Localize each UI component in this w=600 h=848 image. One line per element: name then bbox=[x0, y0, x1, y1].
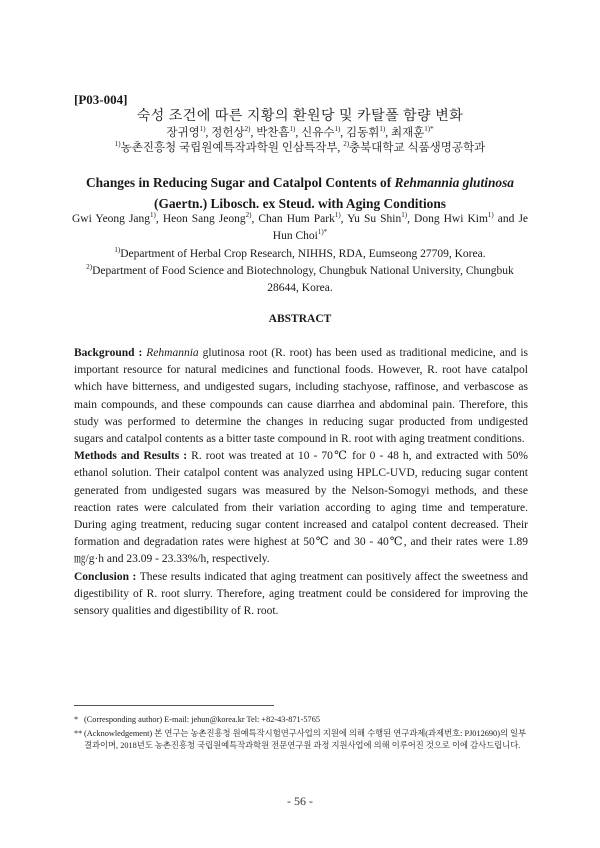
footnote-corresponding: * (Corresponding author) E-mail: jehun@korea.kr Tel: +82-43-871-5765 bbox=[74, 715, 321, 724]
korean-title: 숙성 조건에 따른 지황의 환원당 및 카탈폴 함량 변화 bbox=[136, 109, 464, 124]
kr-author: 최재훈 bbox=[390, 127, 425, 139]
methods-paragraph: Methods and Results : R. root was treated at 10 - 70℃ for 0 - 48 h, and extracted with 50% ethanol solution. Their catalpol content was analyzed using HPLC-UVD, reducing sugar content generated from undigested sugars was measured by the Nelson-Somogyi methods, and these reaction rates were calculated from their variation according to aging time and temperature. During aging treatment, reducing sugar content increased and catalpol content decreased. Their formation and degradation rates were highest at 50℃ and 30 - 40℃, and their rates were 1.89 ㎎/g·h and 23.09 - 23.33%/h, respectively. bbox=[74, 450, 528, 566]
english-affiliations bbox=[72, 246, 528, 297]
conclusion-paragraph: Conclusion : These results indicated that aging treatment can positively affect the sweetness and digestibility of R. root slurry. Therefore, aging treatment could be considered for improving the sensory qualities and digestibility of R. root. bbox=[74, 570, 528, 618]
abstract-code: [P03-004] bbox=[74, 92, 128, 107]
english-authors: Gwi Yeong Jang$^{1)}$, Heon Sang Jeong$^{2)}$, Chan Hum Park$^{1)}$, Yu Su Shin$^{1)}$, Dong Hwi Kim$^{1)}$ and Je Hun Choi$^{1)*}$ bbox=[72, 211, 529, 242]
kr-author: 신유수 bbox=[301, 127, 335, 139]
kr-author: 장귀영 bbox=[166, 127, 200, 139]
affiliation-2: $^{2)}$Department of Food Science and Biotechnology, Chungbuk National University, Chungbuk 28644, Korea. bbox=[86, 263, 514, 294]
abstract-body bbox=[74, 345, 528, 620]
footnote-acknowledgement: ** (Acknowledgement) 본 연구는 농촌진흥청 원예특작시험연구사업의 지원에 의해 수행된 연구과제(과제번호: PJ012690)의 일부 결과이며, 2018년도 농촌진흥청 국립원예특작과학원 전문연구원 과정 지원사업에 의해 이루어진 것으로 이에 감사드립니다. bbox=[74, 729, 527, 750]
korean-authors: 장귀영$^{1)}$, 정헌상$^{2)}$, 박찬흠$^{1)}$, 신유수$^{1)}$, 김동휘$^{1)}$, 최재훈$^{1)*}$ bbox=[166, 125, 434, 139]
abstract-heading: ABSTRACT bbox=[268, 313, 332, 325]
kr-author: 박찬흠 bbox=[256, 127, 290, 139]
kr-author: 김동휘 bbox=[346, 127, 380, 139]
footnote-divider bbox=[74, 705, 274, 706]
page-number: - 56 - bbox=[287, 794, 313, 808]
kr-author: 정헌상 bbox=[211, 127, 245, 139]
background-paragraph: Background : Rehmannia glutinosa root (R. root) has been used as traditional medicine, and is important resource for natural medicines and functional foods. However, R. root have catalpol which have bitterness, and undigested sugars, including stachyose, raffinose, and verbascose as main compounds, and these compounds can cause diarrhea and abdominal pain. Therefore, this study was performed to determine the changes in reducing sugar producted from undigested sugars and catalpol contents as a bitter taste compound in R. root with aging treatment conditions. bbox=[74, 347, 528, 446]
english-title: Changes in Reducing Sugar and Catalpol Contents of Rehmannia glutinosa (Gaertn.) Libosch. ex Steud. with Aging Conditions bbox=[86, 175, 514, 211]
affiliation-1: $^{1)}$Department of Herbal Crop Research, NIHHS, RDA, Eumseong 27709, Korea. bbox=[114, 246, 486, 260]
korean-affiliations: $^{1)}$농촌진흥청 국립원예특작과학원 인삼특작부, $^{2)}$충북대학교 식품생명공학과 bbox=[114, 140, 486, 154]
